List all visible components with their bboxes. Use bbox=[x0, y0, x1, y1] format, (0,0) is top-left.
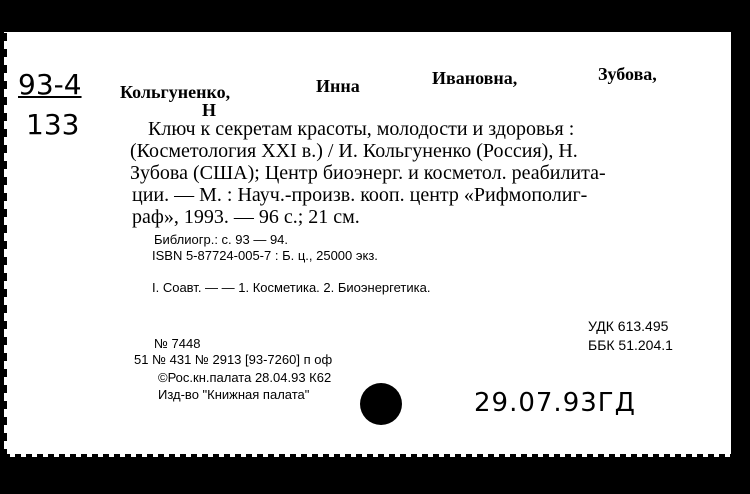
bbk-code: ББК 51.204.1 bbox=[588, 337, 673, 353]
ink-blot bbox=[360, 383, 402, 425]
tracings: I. Соавт. — — 1. Косметика. 2. Биоэнергетика. bbox=[152, 280, 431, 295]
handwritten-shelf-code-top: 93-4 bbox=[18, 68, 82, 101]
title-line-1: Ключ к секретам красоты, молодости и здоровья : bbox=[148, 118, 575, 140]
handwritten-date-note: 29.07.93ГД bbox=[474, 388, 636, 418]
author-given-name: Инна bbox=[316, 76, 360, 96]
author-patronymic: Ивановна, bbox=[432, 68, 518, 88]
title-line-2: (Косметология XXI в.) / И. Кольгуненко (Россия), Н. bbox=[130, 140, 578, 162]
catalog-card bbox=[4, 32, 731, 457]
udk-code: УДК 613.495 bbox=[588, 318, 669, 334]
isbn-note: ISBN 5-87724-005-7 : Б. ц., 25000 экз. bbox=[152, 248, 378, 263]
second-author-initial: Н bbox=[202, 100, 217, 120]
card-bottom-edge bbox=[4, 454, 731, 457]
handwritten-shelf-code-bottom: 133 bbox=[26, 108, 80, 141]
publisher-line: Изд-во "Книжная палата" bbox=[158, 387, 310, 402]
chamber-line: 51 № 431 № 2913 [93-7260] п оф bbox=[134, 352, 333, 367]
second-author-surname: Зубова, bbox=[598, 64, 657, 84]
author-surname: Кольгуненко, bbox=[120, 82, 231, 102]
registry-number: № 7448 bbox=[154, 336, 201, 351]
title-line-3: Зубова (США); Центр биоэнерг. и косметол. реабилита- bbox=[130, 162, 606, 184]
title-line-4: ции. — М. : Науч.-произв. кооп. центр «Рифмополиг- bbox=[132, 184, 588, 206]
title-line-5: раф», 1993. — 96 с.; 21 см. bbox=[132, 206, 360, 228]
copyright-line: ©Рос.кн.палата 28.04.93 К62 bbox=[158, 370, 332, 385]
card-left-edge bbox=[4, 32, 7, 457]
bibliography-note: Библиогр.: с. 93 — 94. bbox=[154, 232, 289, 247]
